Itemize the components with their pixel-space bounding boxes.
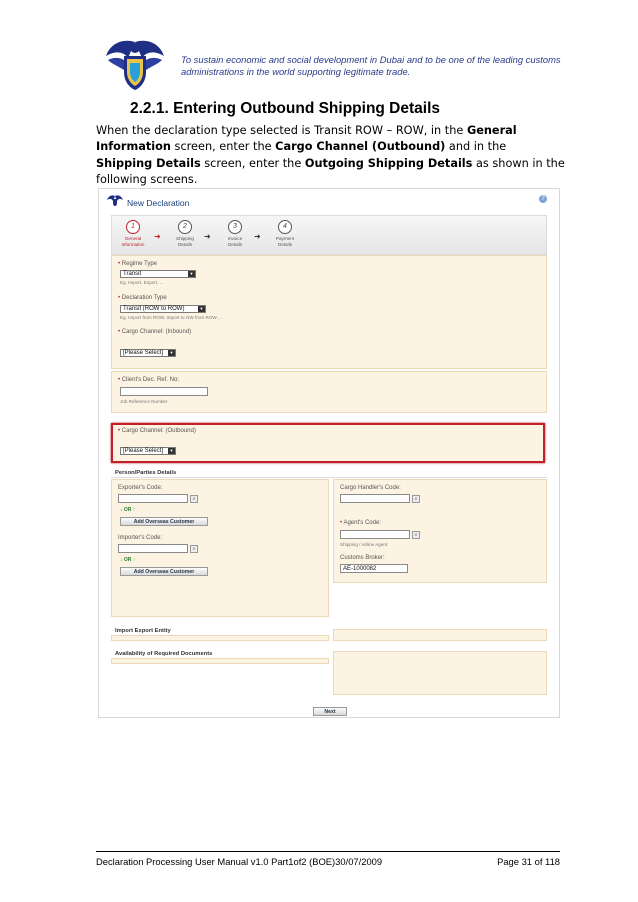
mission-tagline: To sustain economic and social development in Dubai and to be one of the leading customs administrations in the world supporting legitimate trade. bbox=[181, 54, 561, 77]
section-heading: 2.2.1. Entering Outbound Shipping Details bbox=[130, 100, 441, 117]
availability-docs-title: Availability of Required Documents bbox=[115, 651, 213, 657]
lookup-icon[interactable]: ⌕ bbox=[412, 531, 420, 539]
agent-code-input[interactable] bbox=[340, 530, 410, 539]
screen-title: New Declaration bbox=[127, 198, 190, 208]
exporter-code-input[interactable] bbox=[118, 494, 188, 503]
lookup-icon[interactable]: ⌕ bbox=[412, 495, 420, 503]
footer-document-title: Declaration Processing User Manual v1.0 Part1of2 (BOE)30/07/2009 bbox=[96, 856, 383, 867]
dubai-customs-logo bbox=[102, 36, 168, 92]
exporter-code-label: Exporter's Code: bbox=[118, 485, 163, 491]
client-ref-label: • Client's Dec. Ref. No: bbox=[118, 377, 179, 383]
declaration-type-label: • Declaration Type bbox=[118, 295, 167, 301]
small-logo-icon bbox=[107, 194, 123, 206]
add-overseas-customer-button[interactable]: Add Overseas Customer bbox=[120, 517, 208, 526]
screen-title-bar bbox=[99, 189, 559, 211]
customs-broker-label: Customs Broker: bbox=[340, 555, 385, 561]
import-export-entity-right bbox=[333, 629, 547, 641]
cargo-handler-label: Cargo Handler's Code: bbox=[340, 485, 401, 491]
availability-docs-right bbox=[333, 651, 547, 695]
intro-paragraph: When the declaration type selected is Transit ROW – ROW, in the General Information screen, enter the Cargo Channel (Outbound) and in the Shipping Details screen, enter the Outgoing Shipping Details as shown in the following screens. bbox=[96, 124, 565, 186]
customs-broker-input[interactable]: AE-1000082 bbox=[340, 564, 408, 573]
general-info-panel bbox=[111, 255, 547, 369]
lookup-icon[interactable]: ⌕ bbox=[190, 545, 198, 553]
or-separator: ↓ OR ↑ bbox=[120, 507, 136, 513]
client-ref-hint: Job Reference Number bbox=[120, 399, 168, 404]
exporter-importer-panel bbox=[111, 479, 329, 617]
arrow-right-icon: ➜ bbox=[204, 232, 211, 241]
availability-docs-panel bbox=[111, 658, 329, 664]
cargo-inbound-select[interactable]: [Please Select] ▼ bbox=[120, 349, 176, 357]
new-declaration-screenshot bbox=[98, 188, 560, 718]
divider bbox=[111, 477, 547, 478]
step-shipping-details[interactable]: 2 Shipping Details bbox=[168, 218, 202, 252]
footer-rule bbox=[96, 851, 560, 852]
or-separator: ↓ OR ↑ bbox=[120, 557, 136, 563]
cargo-handler-input[interactable] bbox=[340, 494, 410, 503]
arrow-right-icon: ➜ bbox=[254, 232, 261, 241]
import-export-entity-panel bbox=[111, 635, 329, 641]
regime-type-hint: Eg. Import, Export, ... bbox=[120, 280, 164, 285]
regime-type-select[interactable]: Transit ▼ bbox=[120, 270, 196, 278]
cargo-outbound-panel bbox=[111, 423, 545, 463]
lookup-icon[interactable]: ⌕ bbox=[190, 495, 198, 503]
wizard-steps bbox=[111, 215, 547, 255]
declaration-type-select[interactable]: Transit (ROW to ROW) ▼ bbox=[120, 305, 206, 313]
step-payment-details[interactable]: 4 Payment Details bbox=[268, 218, 302, 252]
step-invoice-details[interactable]: 3 Invoice Details bbox=[218, 218, 252, 252]
cargo-inbound-label: • Cargo Channel: (Inbound) bbox=[118, 329, 192, 335]
cargo-outbound-select[interactable]: [Please Select] ▼ bbox=[120, 447, 176, 455]
cargo-outbound-label: • Cargo Channel: (Outbound) bbox=[118, 428, 196, 434]
importer-code-label: Importer's Code: bbox=[118, 535, 163, 541]
importer-code-input[interactable] bbox=[118, 544, 188, 553]
client-ref-panel bbox=[111, 371, 547, 413]
regime-type-label: • Regime Type bbox=[118, 261, 158, 267]
help-icon[interactable]: ? bbox=[539, 195, 547, 203]
declaration-type-hint: Eg. Import from ROW, Import to GW from ROW, ... bbox=[120, 315, 223, 320]
agent-code-label: • Agent's Code: bbox=[340, 520, 381, 526]
client-ref-input[interactable] bbox=[120, 387, 208, 396]
next-button[interactable]: Next bbox=[313, 707, 347, 716]
footer-page-number: Page 31 of 118 bbox=[497, 856, 560, 867]
add-overseas-customer-button[interactable]: Add Overseas Customer bbox=[120, 567, 208, 576]
import-export-entity-title: Import Export Entity bbox=[115, 628, 171, 634]
arrow-right-icon: ➜ bbox=[154, 232, 161, 241]
handler-agent-panel bbox=[333, 479, 547, 583]
person-parties-title: Person/Parties Details bbox=[115, 470, 177, 476]
agent-hint: Shipping / Airline Agent bbox=[340, 542, 388, 547]
step-general-information[interactable]: 1 General Information bbox=[116, 218, 150, 252]
